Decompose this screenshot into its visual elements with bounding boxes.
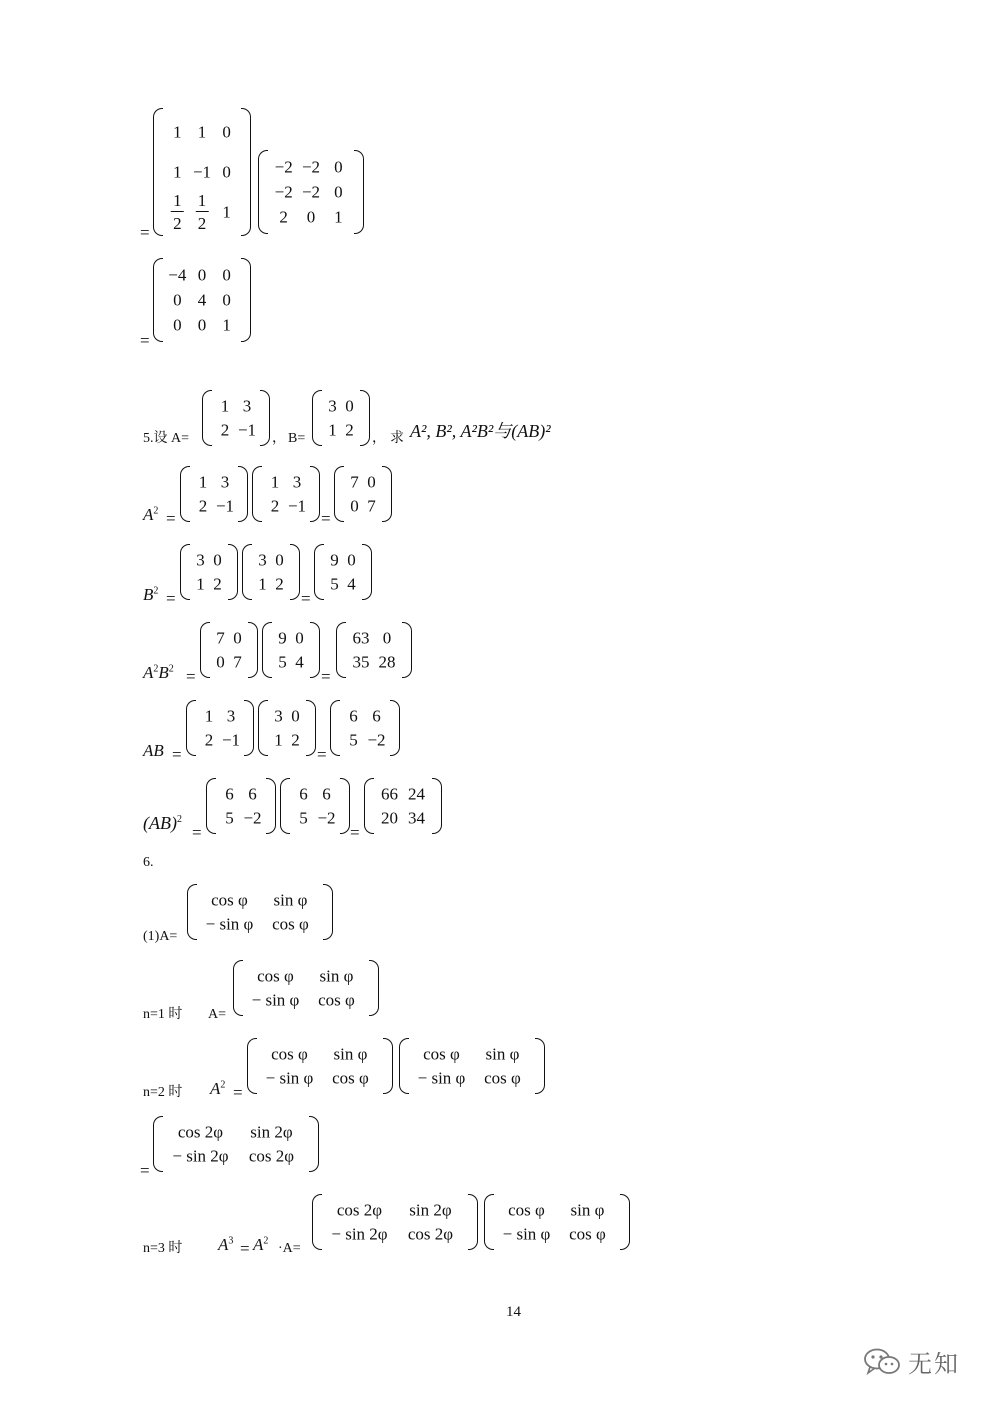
left-bracket — [180, 466, 190, 522]
matrix-cell: − sin φ — [251, 990, 300, 1010]
matrix-cell: 0 — [306, 207, 316, 227]
matrix-cell: $\frac{1}{2}$ — [173, 191, 182, 233]
n2-label: n=2 时 — [143, 1085, 183, 1100]
matrix-cell: cos φ — [272, 914, 309, 934]
matrix-cell: −2 — [243, 808, 262, 828]
matrix-cell: cos φ — [318, 990, 355, 1010]
matrix-cell: 9 — [278, 628, 287, 648]
matrix-cell: 0 — [173, 315, 182, 335]
matrix-rotation — [399, 1038, 545, 1094]
left-bracket — [312, 1194, 322, 1250]
matrix-cell: 0 — [222, 265, 231, 285]
ab-squared-label: (AB)$^2$ — [143, 813, 182, 833]
right-bracket — [360, 390, 370, 446]
a-squared-label: $A^2$ — [253, 1235, 269, 1254]
matrix-cell: 6 — [299, 784, 308, 804]
matrix-cell: 6 — [322, 784, 331, 804]
matrix-cell: sin φ — [273, 890, 308, 910]
matrix-cell: −1 — [192, 162, 212, 182]
matrix-m3 — [153, 258, 251, 342]
equals-sign: = — [192, 823, 202, 842]
matrix-cell: 6 — [225, 784, 234, 804]
right-bracket — [402, 622, 412, 678]
matrix-cell: cos 2φ — [177, 1122, 224, 1142]
left-bracket — [252, 466, 262, 522]
matrix-cell: 0 — [222, 122, 231, 142]
matrix-A — [186, 700, 254, 756]
matrix-cell: −2 — [301, 182, 321, 202]
matrix-cell: 1 — [198, 472, 208, 492]
wechat-icon — [862, 1347, 902, 1377]
matrix-cell: 5 — [349, 730, 358, 750]
a-squared-label: $A^2$ — [210, 1079, 226, 1098]
b-squared-label: $B^2$ — [143, 585, 159, 604]
left-bracket — [312, 390, 322, 446]
matrix-cell: cos 2φ — [248, 1146, 295, 1166]
matrix-cell: 1 — [328, 420, 337, 440]
matrix-cell: 7 — [233, 652, 242, 672]
equals-sign: = — [321, 667, 331, 686]
matrix-cell: − sin φ — [205, 914, 254, 934]
matrix-cell: − sin φ — [265, 1068, 314, 1088]
left-bracket — [336, 622, 346, 678]
right-bracket — [306, 700, 316, 756]
matrix-cell: − sin φ — [502, 1224, 551, 1244]
left-bracket — [153, 108, 163, 236]
matrix-cell: 1 — [258, 574, 267, 594]
matrix-B — [312, 390, 370, 446]
matrix-cell: −1 — [287, 496, 307, 516]
comma: ， — [272, 431, 286, 446]
matrix-cell: 1 — [173, 162, 182, 182]
matrix-cell: 1 — [222, 315, 231, 335]
matrix-B2 — [262, 622, 320, 678]
matrix-cell: 4 — [197, 290, 207, 310]
matrix-cell: −2 — [274, 157, 293, 177]
equals-sign: = — [321, 509, 331, 528]
left-bracket — [334, 466, 344, 522]
matrix-cell: cos φ — [484, 1068, 521, 1088]
matrix-cell: 0 — [367, 472, 376, 492]
matrix-rotation-2phi — [312, 1194, 478, 1250]
matrix-cell: cos φ — [257, 966, 294, 986]
matrix-cell: cos φ — [211, 890, 248, 910]
equals-sign: = — [350, 823, 360, 842]
problem-6-1-label: (1)A= — [143, 929, 178, 944]
matrix-cell: 2 — [270, 496, 280, 516]
matrix-cell: 6 — [372, 706, 381, 726]
equals-sign: = — [140, 223, 150, 242]
matrix-cell: −2 — [367, 730, 386, 750]
equals-sign: = — [240, 1239, 250, 1258]
right-bracket — [310, 622, 320, 678]
matrix-cell: − sin 2φ — [172, 1146, 229, 1166]
matrix-cell: 0 — [213, 550, 222, 570]
left-bracket — [153, 1116, 163, 1172]
matrix-cell: 20 — [381, 808, 398, 828]
right-bracket — [244, 700, 254, 756]
n3-label: n=3 时 — [143, 1241, 183, 1256]
matrix-A2 — [200, 622, 258, 678]
matrix-cell: 7 — [350, 472, 359, 492]
n1-label: n=1 时 — [143, 1007, 183, 1022]
left-bracket — [200, 622, 210, 678]
matrix-cell: −4 — [168, 265, 187, 285]
matrix-cell: 2 — [345, 420, 354, 440]
equals-sign: = — [233, 1083, 243, 1102]
matrix-cell: 0 — [216, 652, 225, 672]
right-bracket — [266, 778, 276, 834]
problem-5-targets: A², B², A²B²与(AB)² — [410, 421, 551, 441]
matrix-cell: cos 2φ — [407, 1224, 454, 1244]
right-bracket — [340, 778, 350, 834]
left-bracket — [399, 1038, 409, 1094]
problem-5-b-label: B= — [288, 431, 306, 446]
matrix-cell: 28 — [378, 652, 396, 672]
equals-sign: = — [172, 745, 182, 764]
matrix-cell: 34 — [408, 808, 425, 828]
matrix-cell: 9 — [330, 550, 339, 570]
matrix-cell: 0 — [350, 496, 359, 516]
matrix-cell: 6 — [349, 706, 358, 726]
left-bracket — [242, 544, 252, 600]
n1-a-label: A= — [208, 1007, 227, 1022]
matrix-rotation — [247, 1038, 393, 1094]
matrix-B — [180, 544, 238, 600]
matrix-cell: 1 — [334, 207, 343, 227]
right-bracket — [369, 960, 379, 1016]
matrix-B — [242, 544, 300, 600]
right-bracket — [290, 544, 300, 600]
matrix-cell: cos φ — [508, 1200, 545, 1220]
watermark-text: 无知 — [908, 1350, 960, 1378]
matrix-cell: 1 — [222, 202, 231, 222]
matrix-cell: 0 — [382, 628, 392, 648]
problem-5-ask: 求 — [390, 431, 404, 446]
matrix-cell: 2 — [198, 496, 208, 516]
left-bracket — [364, 778, 374, 834]
equals-sign: = — [140, 331, 150, 350]
left-bracket — [247, 1038, 257, 1094]
equals-sign: = — [166, 509, 176, 528]
right-bracket — [362, 544, 372, 600]
matrix-cell: 1 — [270, 472, 280, 492]
matrix-B2-result — [314, 544, 372, 600]
problem-5-label: 5.设 A= — [143, 431, 190, 446]
matrix-m2 — [258, 150, 364, 234]
matrix-cell: 1 — [173, 122, 182, 142]
matrix-cell: 5 — [278, 652, 287, 672]
matrix-cell: 3 — [226, 706, 236, 726]
left-bracket — [258, 700, 268, 756]
matrix-cell: 3 — [258, 550, 267, 570]
matrix-cell: 4 — [295, 652, 304, 672]
matrix-cell: 0 — [291, 706, 300, 726]
matrix-cell: −1 — [221, 730, 241, 750]
matrix-cell: 3 — [292, 472, 302, 492]
matrix-A — [202, 390, 270, 446]
watermark — [862, 1344, 960, 1379]
matrix-cell: 0 — [233, 628, 242, 648]
equals-sign: = — [301, 589, 311, 608]
matrix-cell: 0 — [173, 290, 182, 310]
problem-6-label: 6. — [143, 855, 154, 870]
matrix-cell: $\frac{1}{2}$ — [197, 191, 207, 233]
matrix-cell: cos φ — [569, 1224, 606, 1244]
matrix-AB-result — [330, 700, 400, 756]
matrix-cell: sin φ — [570, 1200, 605, 1220]
matrix-AB2-result — [364, 778, 442, 834]
matrix-cell: 35 — [352, 652, 370, 672]
matrix-cell: cos φ — [423, 1044, 460, 1064]
a2b2-label: $A^2B^2$ — [143, 663, 174, 682]
matrix-cell: 0 — [275, 550, 284, 570]
matrix-cell: 2 — [213, 574, 222, 594]
page-number: 14 — [506, 1304, 521, 1320]
matrix-cell: 0 — [334, 182, 343, 202]
left-bracket — [233, 960, 243, 1016]
matrix-rotation — [187, 884, 333, 940]
matrix-cell: 1 — [274, 730, 283, 750]
left-bracket — [280, 778, 290, 834]
matrix-m1 — [153, 108, 251, 236]
matrix-cell: 5 — [225, 808, 234, 828]
matrix-cell: −1 — [237, 420, 257, 440]
matrix-cell: 0 — [222, 290, 231, 310]
matrix-cell: 0 — [345, 396, 354, 416]
matrix-cell: 0 — [222, 162, 231, 182]
left-bracket — [330, 700, 340, 756]
matrix-rotation-2phi — [153, 1116, 319, 1172]
right-bracket — [620, 1194, 630, 1250]
matrix-cell: 1 — [220, 396, 230, 416]
matrix-cell: sin φ — [485, 1044, 520, 1064]
left-bracket — [258, 150, 268, 234]
matrix-rotation — [484, 1194, 630, 1250]
matrix-cell: 0 — [347, 550, 356, 570]
matrix-cell: 1 — [204, 706, 214, 726]
matrix-cell: 0 — [334, 157, 343, 177]
matrix-cell: 2 — [204, 730, 214, 750]
matrix-A — [180, 466, 248, 522]
equals-sign: = — [317, 745, 327, 764]
right-bracket — [260, 390, 270, 446]
matrix-cell: 24 — [408, 784, 425, 804]
ab-label: AB — [143, 741, 164, 760]
matrix-cell: 2 — [291, 730, 300, 750]
matrix-cell: sin 2φ — [250, 1122, 293, 1142]
matrix-cell: 4 — [347, 574, 356, 594]
left-bracket — [153, 258, 163, 342]
matrix-cell: 0 — [197, 315, 207, 335]
right-bracket — [354, 150, 364, 234]
matrix-AB — [280, 778, 350, 834]
right-bracket — [241, 258, 251, 342]
matrix-cell: 3 — [196, 550, 205, 570]
matrix-cell: 7 — [367, 496, 376, 516]
matrix-cell: 7 — [216, 628, 225, 648]
equals-sign: = — [186, 667, 196, 686]
matrix-cell: − sin φ — [417, 1068, 466, 1088]
matrix-cell: −1 — [215, 496, 235, 516]
left-bracket — [484, 1194, 494, 1250]
matrix-cell: cos φ — [271, 1044, 308, 1064]
n3-a-label: ·A= — [278, 1241, 301, 1256]
right-bracket — [238, 466, 248, 522]
right-bracket — [241, 108, 251, 236]
matrix-cell: cos 2φ — [336, 1200, 383, 1220]
matrix-cell: 0 — [295, 628, 304, 648]
matrix-cell: 2 — [220, 420, 230, 440]
right-bracket — [535, 1038, 545, 1094]
matrix-A2-result — [334, 466, 392, 522]
a-squared-label: $A^2$ — [143, 505, 159, 524]
left-bracket — [180, 544, 190, 600]
matrix-cell: −2 — [274, 182, 293, 202]
matrix-cell: 0 — [197, 265, 207, 285]
matrix-cell: sin φ — [333, 1044, 368, 1064]
equals-sign: = — [140, 1161, 150, 1180]
left-bracket — [314, 544, 324, 600]
matrix-cell: − sin 2φ — [331, 1224, 388, 1244]
left-bracket — [206, 778, 216, 834]
left-bracket — [262, 622, 272, 678]
matrix-cell: 2 — [275, 574, 284, 594]
matrix-cell: 5 — [299, 808, 308, 828]
matrix-cell: 3 — [328, 396, 337, 416]
matrix-cell: 6 — [248, 784, 257, 804]
right-bracket — [390, 700, 400, 756]
left-bracket — [187, 884, 197, 940]
right-bracket — [310, 466, 320, 522]
matrix-cell: 5 — [330, 574, 339, 594]
right-bracket — [323, 884, 333, 940]
matrix-cell: 1 — [197, 122, 207, 142]
right-bracket — [228, 544, 238, 600]
matrix-cell: −2 — [301, 157, 321, 177]
matrix-cell: 66 — [381, 784, 398, 804]
right-bracket — [383, 1038, 393, 1094]
matrix-cell: sin φ — [319, 966, 354, 986]
right-bracket — [468, 1194, 478, 1250]
a-cubed-label: $A^3$ — [218, 1235, 234, 1254]
matrix-B — [258, 700, 316, 756]
matrix-cell: 1 — [196, 574, 205, 594]
matrix-A2B2-result — [336, 622, 412, 678]
right-bracket — [309, 1116, 319, 1172]
right-bracket — [248, 622, 258, 678]
left-bracket — [186, 700, 196, 756]
equals-sign: = — [166, 589, 176, 608]
matrix-cell: −2 — [317, 808, 336, 828]
matrix-cell: 63 — [352, 628, 370, 648]
matrix-rotation — [233, 960, 379, 1016]
matrix-cell: sin 2φ — [409, 1200, 452, 1220]
right-bracket — [382, 466, 392, 522]
matrix-cell: 3 — [220, 472, 230, 492]
comma: ， — [372, 431, 386, 446]
matrix-cell: 3 — [274, 706, 283, 726]
right-bracket — [432, 778, 442, 834]
matrix-cell: cos φ — [332, 1068, 369, 1088]
matrix-AB — [206, 778, 276, 834]
matrix-cell: 3 — [242, 396, 252, 416]
matrix-cell: 2 — [279, 207, 288, 227]
left-bracket — [202, 390, 212, 446]
matrix-A — [252, 466, 320, 522]
